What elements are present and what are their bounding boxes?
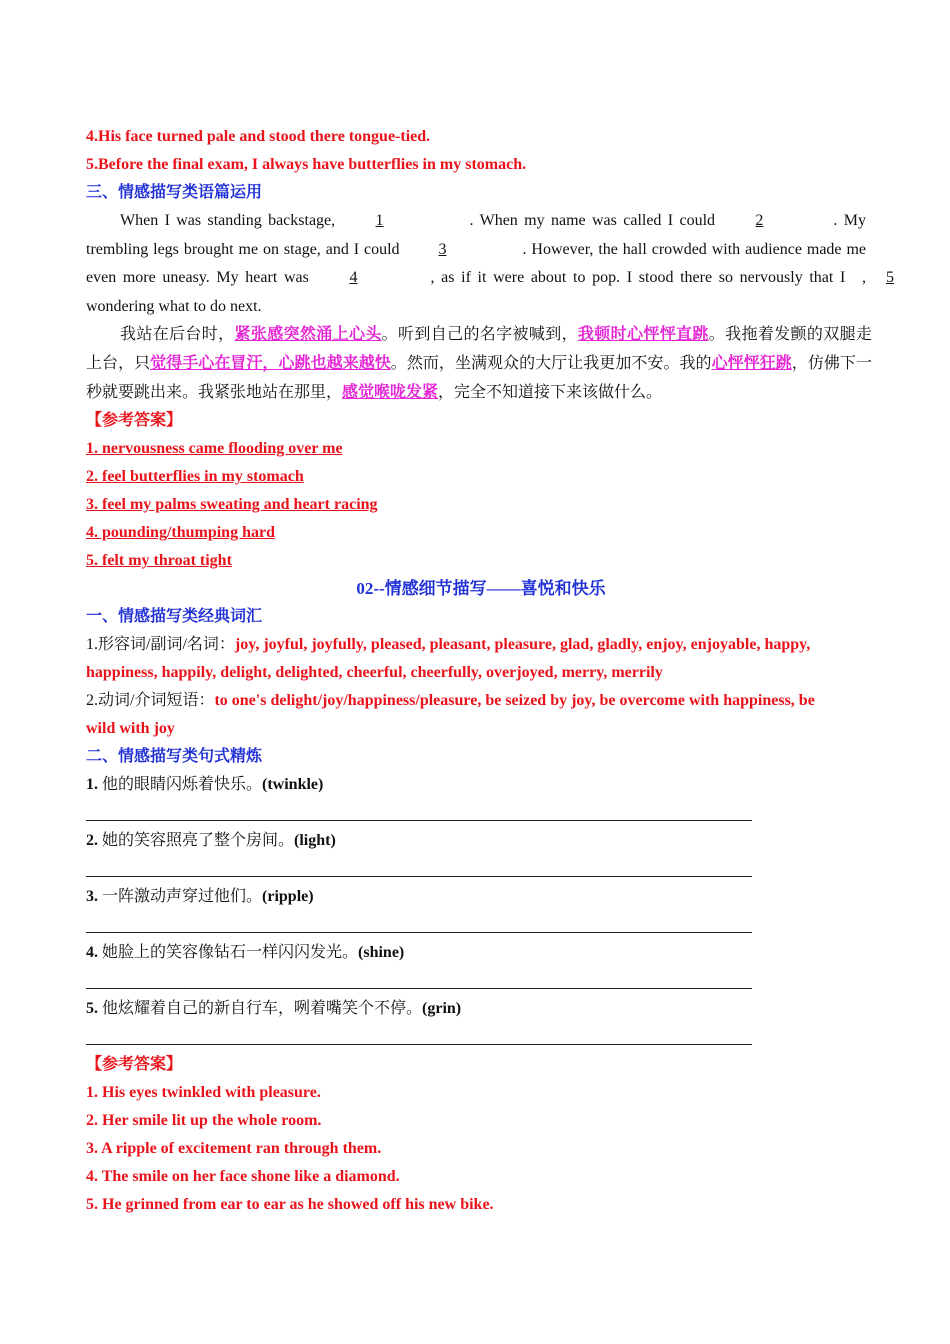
passage-answer-5: 5. felt my throat tight — [86, 552, 232, 570]
question-5: 5. 他炫耀着自己的新自行车，咧着嘴笑个不停。(grin) — [86, 1000, 462, 1018]
blank-4[interactable]: 4 — [349, 269, 358, 287]
top-answer-4: 4.His face turned pale and stood there tongue-tied. — [86, 128, 431, 145]
sentence-answer-2: 2. Her smile lit up the whole room. — [86, 1112, 322, 1130]
answer-line-1[interactable] — [86, 799, 876, 827]
answer-line-5[interactable] — [86, 1023, 876, 1051]
english-passage: When I was standing backstage, 1 . When my name was called I could 2 . My trembling legs brought me on stage, and I could 3 . However, the hall crowded with audience made me even more uneasy. My heart was 4 , as if it were about to pop. I stood there so nervously that I 5, wondering what to do next. — [86, 207, 866, 321]
passage-answer-3: 3. feel my palms sweating and heart racing — [86, 496, 378, 514]
highlight-4: 心怦怦狂跳 — [711, 354, 792, 372]
chinese-passage: 我站在后台时，紧张感突然涌上心头。听到自己的名字被喊到，我顿时心怦怦直跳。我拖着发颤的双腿走上台，只觉得手心在冒汗，心跳也越来越快。然而，坐满观众的大厅让我更加不安。我的心怦怦狂跳，仿佛下一秒就要跳出来。我紧张地站在那里，感觉喉咙发紧，完全不知道接下来该做什么。 — [86, 326, 872, 401]
reference-answer-label-1: 【参考答案】 — [86, 412, 183, 430]
section3-heading: 三、情感描写类语篇运用 — [86, 184, 263, 201]
vocab-line-1b: happiness, happily, delight, delighted, cheerful, cheerfully, overjoyed, merry, merrily — [86, 664, 663, 682]
vocab-line-1: 1.形容词/副词/名词：joy, joyful, joyfully, pleased, pleasant, pleasure, glad, gladly, enjoy, enjoyable, happy, — [86, 636, 811, 654]
blank-3[interactable]: 3 — [438, 240, 447, 258]
answer-line-2[interactable] — [86, 855, 876, 883]
sentence-answer-3: 3. A ripple of excitement ran through them. — [86, 1140, 382, 1158]
blank-2[interactable]: 2 — [755, 212, 764, 229]
answer-line-3[interactable] — [86, 911, 876, 939]
sentence-answer-1: 1. His eyes twinkled with pleasure. — [86, 1084, 321, 1102]
question-4: 4. 她脸上的笑容像钻石一样闪闪发光。(shine) — [86, 944, 405, 962]
question-2: 2. 她的笑容照亮了整个房间。(light) — [86, 832, 336, 850]
top-answer-5: 5.Before the final exam, I always have butterflies in my stomach. — [86, 156, 527, 173]
highlight-3: 觉得手心在冒汗，心跳也越来越快 — [150, 354, 391, 372]
section-title-02: 02--情感细节描写——喜悦和快乐 — [356, 579, 606, 599]
document-page — [86, 123, 894, 1219]
blank-5[interactable]: 5 — [886, 269, 894, 287]
blank-1[interactable]: 1 — [375, 212, 384, 229]
vocab-heading: 一、情感描写类经典词汇 — [86, 608, 263, 626]
question-3: 3. 一阵激动声穿过他们。(ripple) — [86, 888, 314, 906]
highlight-1: 紧张感突然涌上心头 — [234, 326, 382, 344]
reference-answer-label-2: 【参考答案】 — [86, 1056, 183, 1074]
passage-answer-4: 4. pounding/thumping hard — [86, 524, 275, 542]
passage-answer-2: 2. feel butterflies in my stomach — [86, 468, 304, 486]
sentence-heading: 二、情感描写类句式精炼 — [86, 748, 263, 766]
passage-answer-1: 1. nervousness came flooding over me — [86, 440, 343, 458]
highlight-5: 感觉喉咙发紧 — [342, 383, 439, 401]
answer-line-4[interactable] — [86, 967, 876, 995]
highlight-2: 我顿时心怦怦直跳 — [577, 326, 709, 344]
vocab-line-2b: wild with joy — [86, 720, 175, 738]
sentence-answer-4: 4. The smile on her face shone like a diamond. — [86, 1168, 400, 1186]
question-1: 1. 他的眼睛闪烁着快乐。(twinkle) — [86, 776, 324, 794]
sentence-answer-5: 5. He grinned from ear to ear as he showed off his new bike. — [86, 1196, 494, 1214]
vocab-line-2: 2.动词/介词短语：to one's delight/joy/happiness/pleasure, be seized by joy, be overcome with happiness, be — [86, 692, 815, 710]
